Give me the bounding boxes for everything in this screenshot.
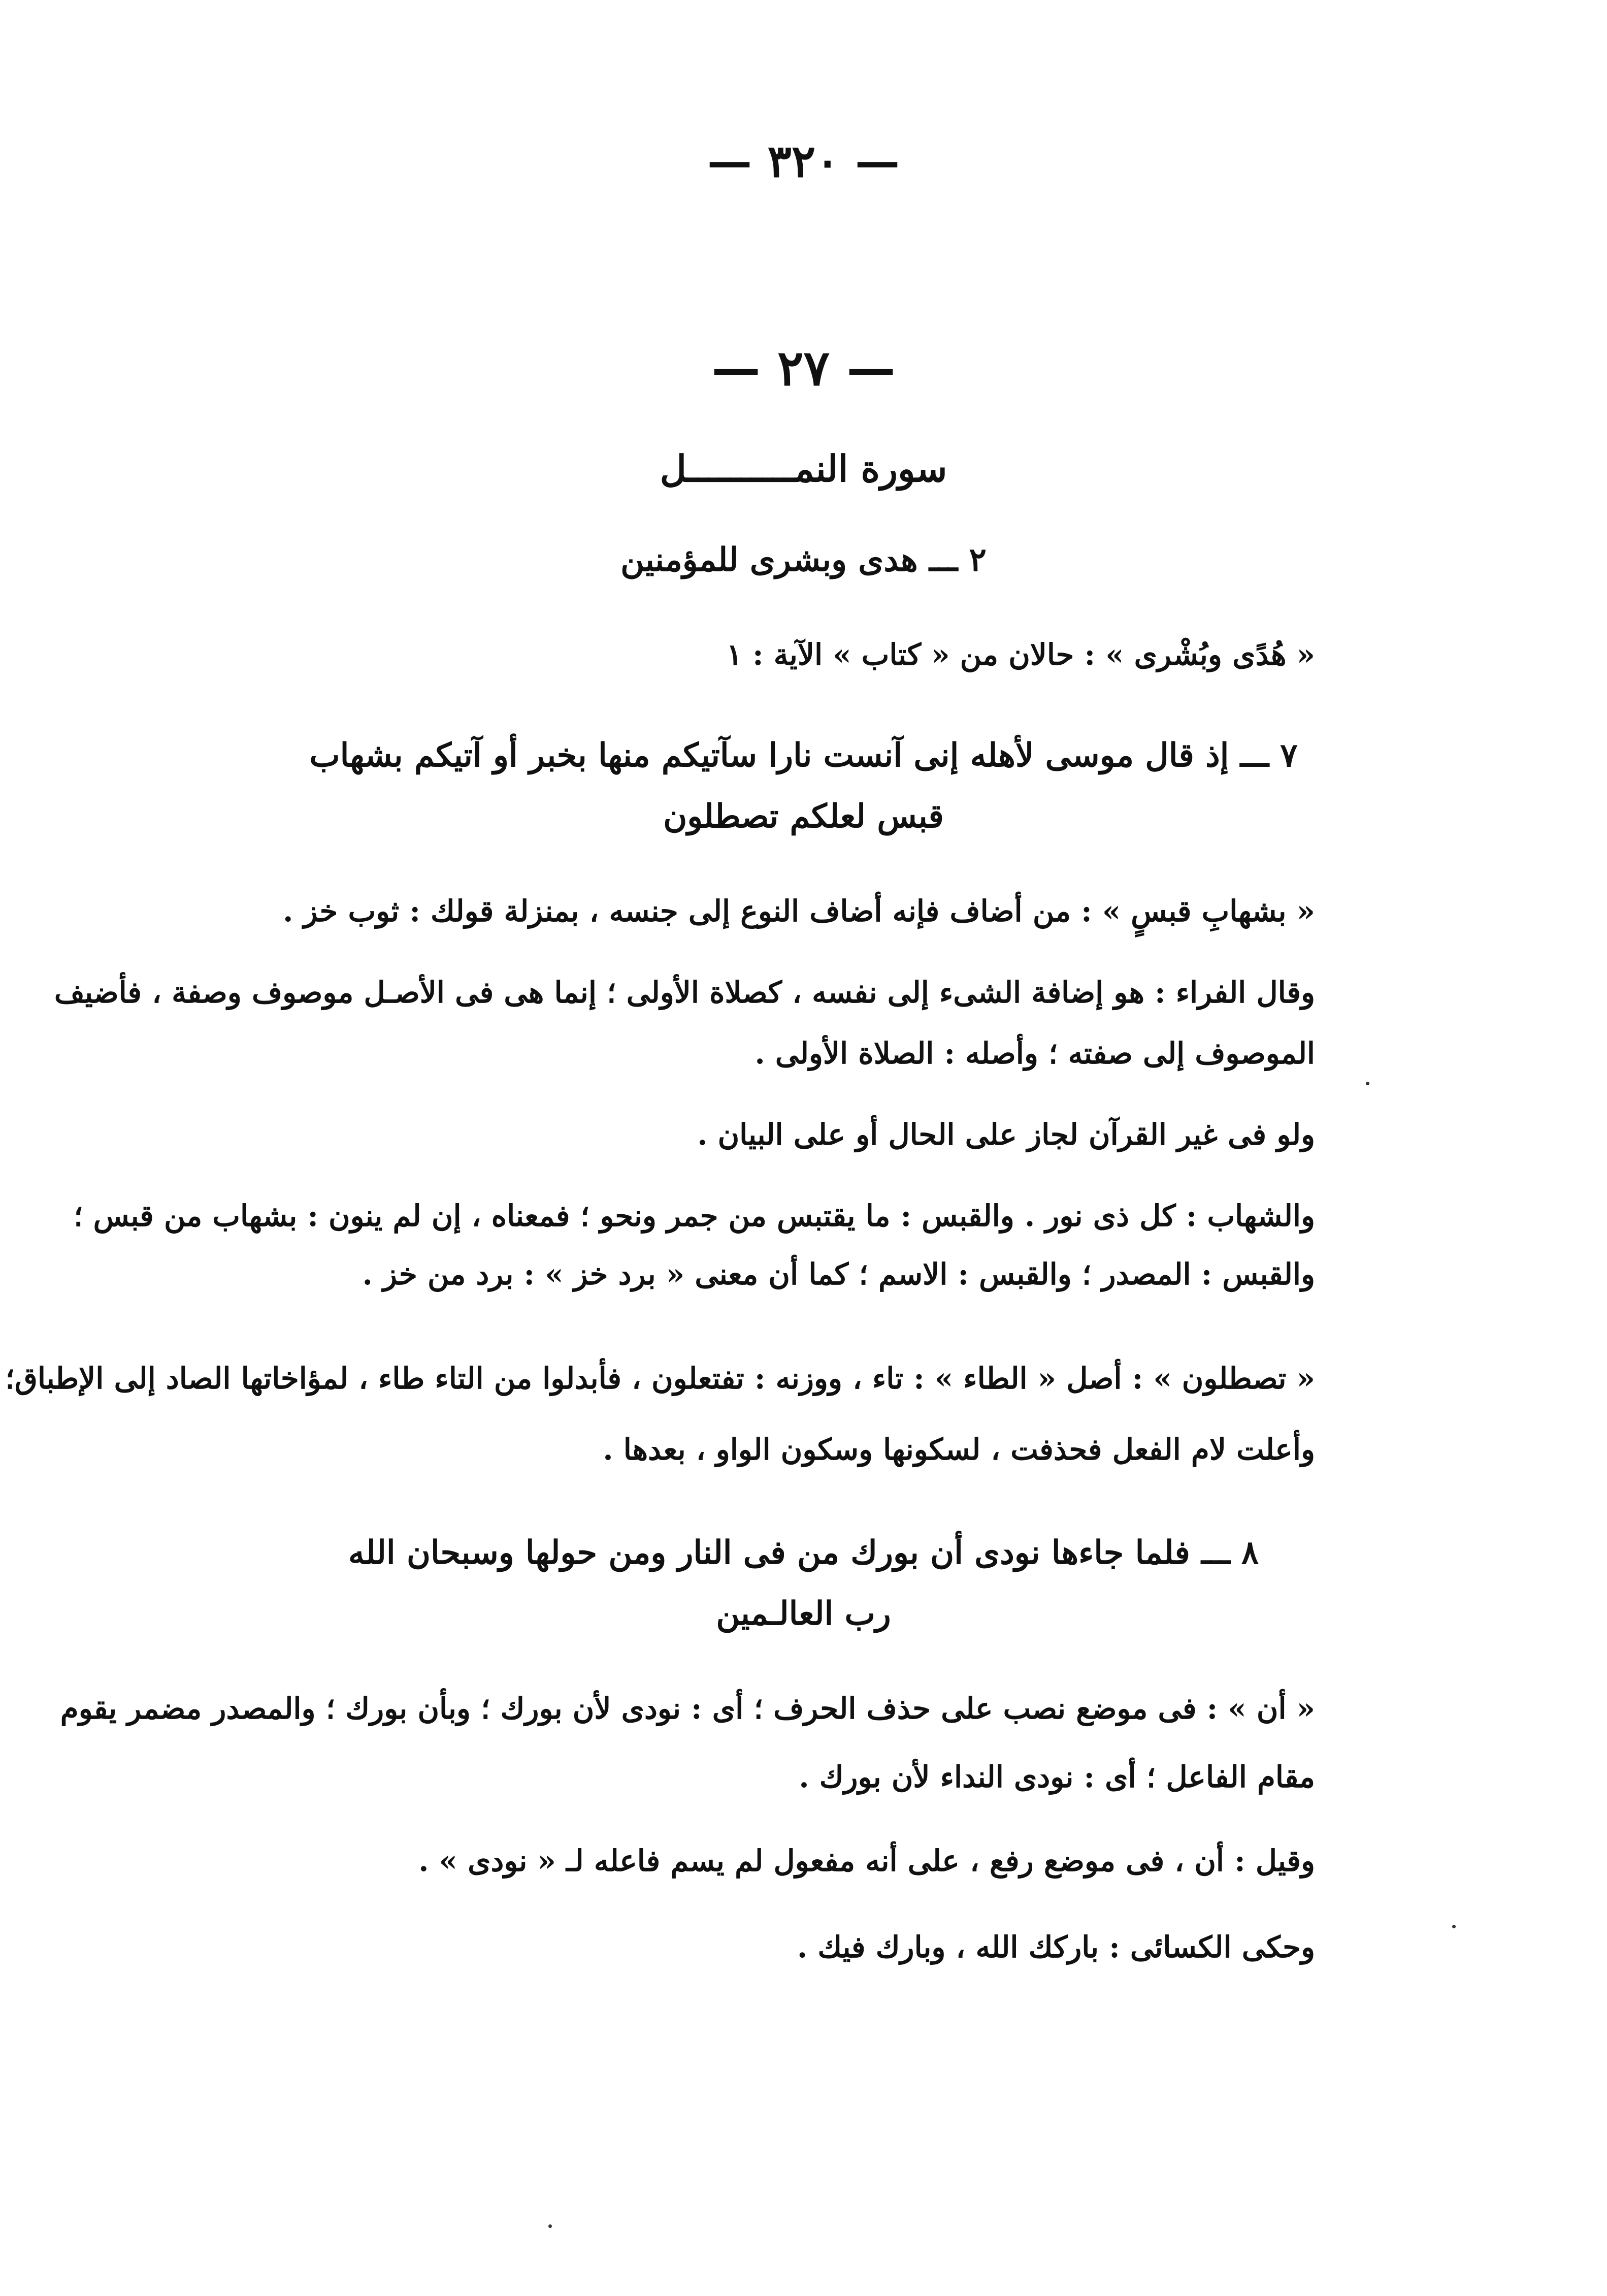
paragraph-qila: وقيل : أن ، فى موضع رفع ، على أنه مفعول لم يسم فاعله لـ « نودى » . (418, 1844, 1315, 1878)
paragraph-tastalun-line-1: « تصطلون » : أصل « الطاء » : تاء ، ووزنه : تفتعلون ، فأبدلوا من التاء طاء ، لمؤاخاتها الصاد إلى الإطباق؛ (5, 1361, 1315, 1396)
paragraph-farra-line-1: وقال الفراء : هو إضافة الشىء إلى نفسه ، كصلاة الأولى ؛ إنما هى فى الأصـل موصوف وصفة ، فأضيف (54, 975, 1315, 1010)
verse-7-heading-line-2: قبس لعلكم تصطلون (663, 797, 944, 835)
paragraph-shihab-line-2: والقبس : المصدر ؛ والقبس : الاسم ؛ كما أن معنى « برد خز » : برد من خز . (362, 1257, 1315, 1291)
section-number: — ٢٧ — (711, 339, 896, 397)
page-number: — ٣٢٠ — (707, 135, 900, 187)
verse-8-heading-line-2: رب العالـمين (716, 1595, 891, 1633)
scan-speck (1452, 1925, 1456, 1928)
scan-speck (1366, 1082, 1369, 1085)
verse-8-heading-line-1: ٨ ـــ فلما جاءها نودى أن بورك من فى النار ومن حولها وسبحان الله (348, 1534, 1259, 1572)
paragraph-tastalun-line-2: وأعلت لام الفعل فحذفت ، لسكونها وسكون الواو ، بعدها . (603, 1432, 1315, 1467)
verse-2-heading: ٢ ـــ هدى وبشرى للمؤمنين (620, 541, 987, 579)
paragraph-an-line-2: مقام الفاعل ؛ أى : نودى النداء لأن بورك . (799, 1760, 1315, 1794)
paragraph-shihab-qabas: « بشهابِ قبسٍ » : من أضاف فإنه أضاف النوع إلى جنسه ، بمنزلة قولك : ثوب خز . (283, 894, 1315, 928)
paragraph-an-line-1: « أن » : فى موضع نصب على حذف الحرف ؛ أى : نودى لأن بورك ؛ وبأن بورك ؛ والمصدر مضمر يقوم (60, 1691, 1315, 1726)
verse-7-heading-line-1: ٧ ـــ إذ قال موسى لأهله إنى آنست نارا سآتيكم منها بخبر أو آتيكم بشهاب (309, 736, 1298, 774)
paragraph-shihab-line-1: والشهاب : كل ذى نور . والقبس : ما يقتبس من جمر ونحو ؛ فمعناه ، إن لم ينون : بشهاب من قبس ؛ (73, 1199, 1315, 1233)
paragraph-kisai: وحكى الكسائى : باركك الله ، وبارك فيك . (797, 1930, 1315, 1964)
surah-title: سورة النمــــــــــل (660, 447, 947, 490)
paragraph-hudan: « هُدًى وبُشْرى » : حالان من « كتاب » الآية : ١ (726, 637, 1315, 672)
paragraph-farra-line-2: الموصوف إلى صفته ؛ وأصله : الصلاة الأولى . (755, 1036, 1315, 1071)
paragraph-law: ولو فى غير القرآن لجاز على الحال أو على البيان . (697, 1117, 1315, 1152)
scan-speck (548, 2224, 552, 2228)
